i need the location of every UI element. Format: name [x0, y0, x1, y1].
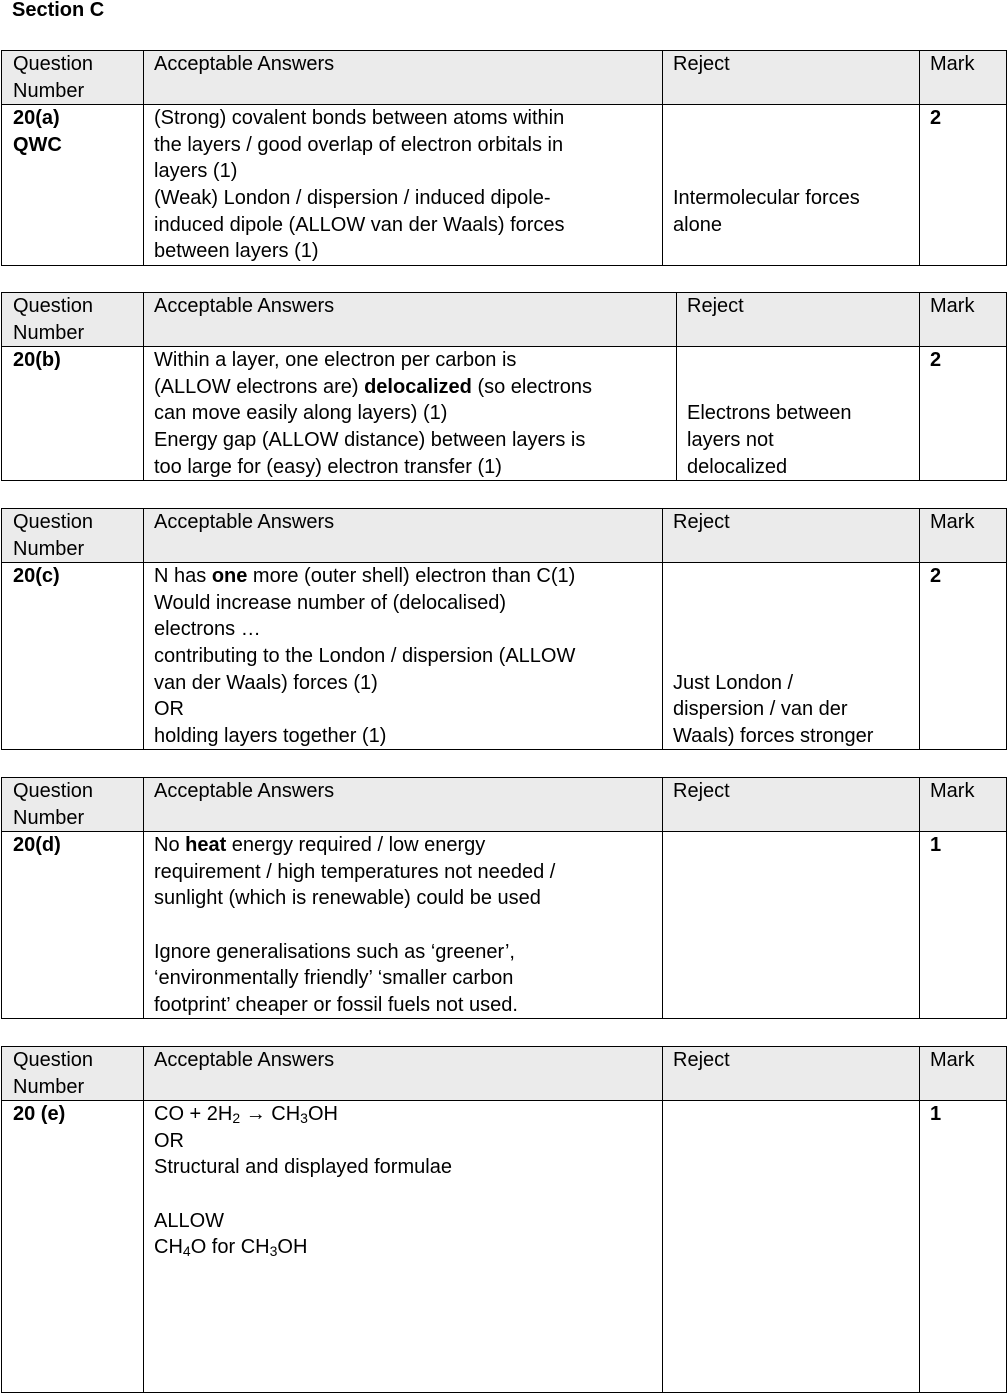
answer-row	[2, 563, 1007, 750]
mark-value: 2	[920, 105, 1007, 266]
mark-value: 1	[920, 832, 1007, 1019]
reject-answers: Just London / dispersion / van der Waals) forces stronger	[663, 563, 920, 750]
reject-header: Reject	[677, 293, 920, 347]
question-number-header: Question Number	[2, 51, 144, 105]
emphasis: one	[211, 565, 248, 588]
answer-row	[2, 832, 1007, 1019]
header-row	[2, 51, 1007, 105]
mark-value: 2	[920, 347, 1007, 481]
reject-answers: Electrons between layers not delocalized	[677, 347, 920, 481]
allow-formula: $CH_4O$ for $CH_3OH$	[154, 1236, 308, 1260]
emphasis: heat	[185, 834, 227, 857]
acceptable-answers-header: Acceptable Answers	[144, 1047, 663, 1101]
reject-header: Reject	[663, 51, 920, 105]
reject-answers: Intermolecular forces alone	[663, 105, 920, 266]
acceptable-answers-header: Acceptable Answers	[144, 778, 663, 832]
emphasis: delocalized	[364, 375, 472, 398]
question-number: 20(b)	[2, 347, 144, 481]
mark-header: Mark	[920, 509, 1007, 563]
section-title: Section C	[12, 0, 105, 21]
reject-header: Reject	[663, 509, 920, 563]
header-row	[2, 778, 1007, 832]
mark-value: 2	[920, 563, 1007, 750]
mark-scheme-table-20a	[1, 50, 1007, 266]
header-row	[2, 1047, 1007, 1101]
acceptable-answers: No heat energy required / low energy requirement / high temperatures not needed / sunlight (which is renewable) could be used Ignore generalisations such as ‘greener’, ‘environmentally friendly’ ‘smaller carbon footprint’ cheaper or fossil fuels not used.	[144, 832, 663, 1019]
question-number-header: Question Number	[2, 509, 144, 563]
acceptable-answers-header: Acceptable Answers	[144, 51, 663, 105]
reject-header: Reject	[663, 778, 920, 832]
mark-value: 1	[920, 1101, 1007, 1393]
reject-answers	[663, 832, 920, 1019]
question-number-header: Question Number	[2, 293, 144, 347]
question-number: 20 (e)	[2, 1101, 144, 1393]
mark-header: Mark	[920, 778, 1007, 832]
chemical-equation: CO + $2H_2 \to CH_3OH$	[154, 1103, 338, 1127]
question-number: 20(d)	[2, 832, 144, 1019]
question-number-header: Question Number	[2, 1047, 144, 1101]
question-number: 20(c)	[2, 563, 144, 750]
answer-row	[2, 105, 1007, 266]
answer-row	[2, 347, 1007, 481]
mark-header: Mark	[920, 293, 1007, 347]
mark-header: Mark	[920, 51, 1007, 105]
acceptable-answers: Within a layer, one electron per carbon is (ALLOW electrons are) delocalized (so electrons can move easily along layers) (1) Energy gap (ALLOW distance) between layers is too large for (easy) electron transfer (1)	[144, 347, 677, 481]
reject-header: Reject	[663, 1047, 920, 1101]
mark-header: Mark	[920, 1047, 1007, 1101]
answer-row	[2, 1101, 1007, 1393]
reject-answers	[663, 1101, 920, 1393]
acceptable-answers-header: Acceptable Answers	[144, 509, 663, 563]
acceptable-answers: CO + $2H_2 \to CH_3OH$ OR Structural and displayed formulae ALLOW $CH_4O$ for $CH_3OH$	[144, 1101, 663, 1393]
question-number-header: Question Number	[2, 778, 144, 832]
mark-scheme-table-20c	[1, 508, 1007, 750]
acceptable-answers: N has one more (outer shell) electron than C(1) Would increase number of (delocalised) electrons … contributing to the London / dispersion (ALLOW van der Waals) forces (1) OR holding layers together (1)	[144, 563, 663, 750]
question-number: 20(a) QWC	[2, 105, 144, 266]
mark-scheme-table-20e	[1, 1046, 1007, 1393]
acceptable-answers-header: Acceptable Answers	[144, 293, 677, 347]
header-row	[2, 509, 1007, 563]
header-row	[2, 293, 1007, 347]
arrow-icon: → CH	[240, 1103, 301, 1126]
acceptable-answers: (Strong) covalent bonds between atoms within the layers / good overlap of electron orbitals in layers (1) (Weak) London / dispersion / induced dipole- induced dipole (ALLOW van der Waals) forces between layers (1)	[144, 105, 663, 266]
mark-scheme-table-20d	[1, 777, 1007, 1019]
mark-scheme-table-20b	[1, 292, 1007, 481]
